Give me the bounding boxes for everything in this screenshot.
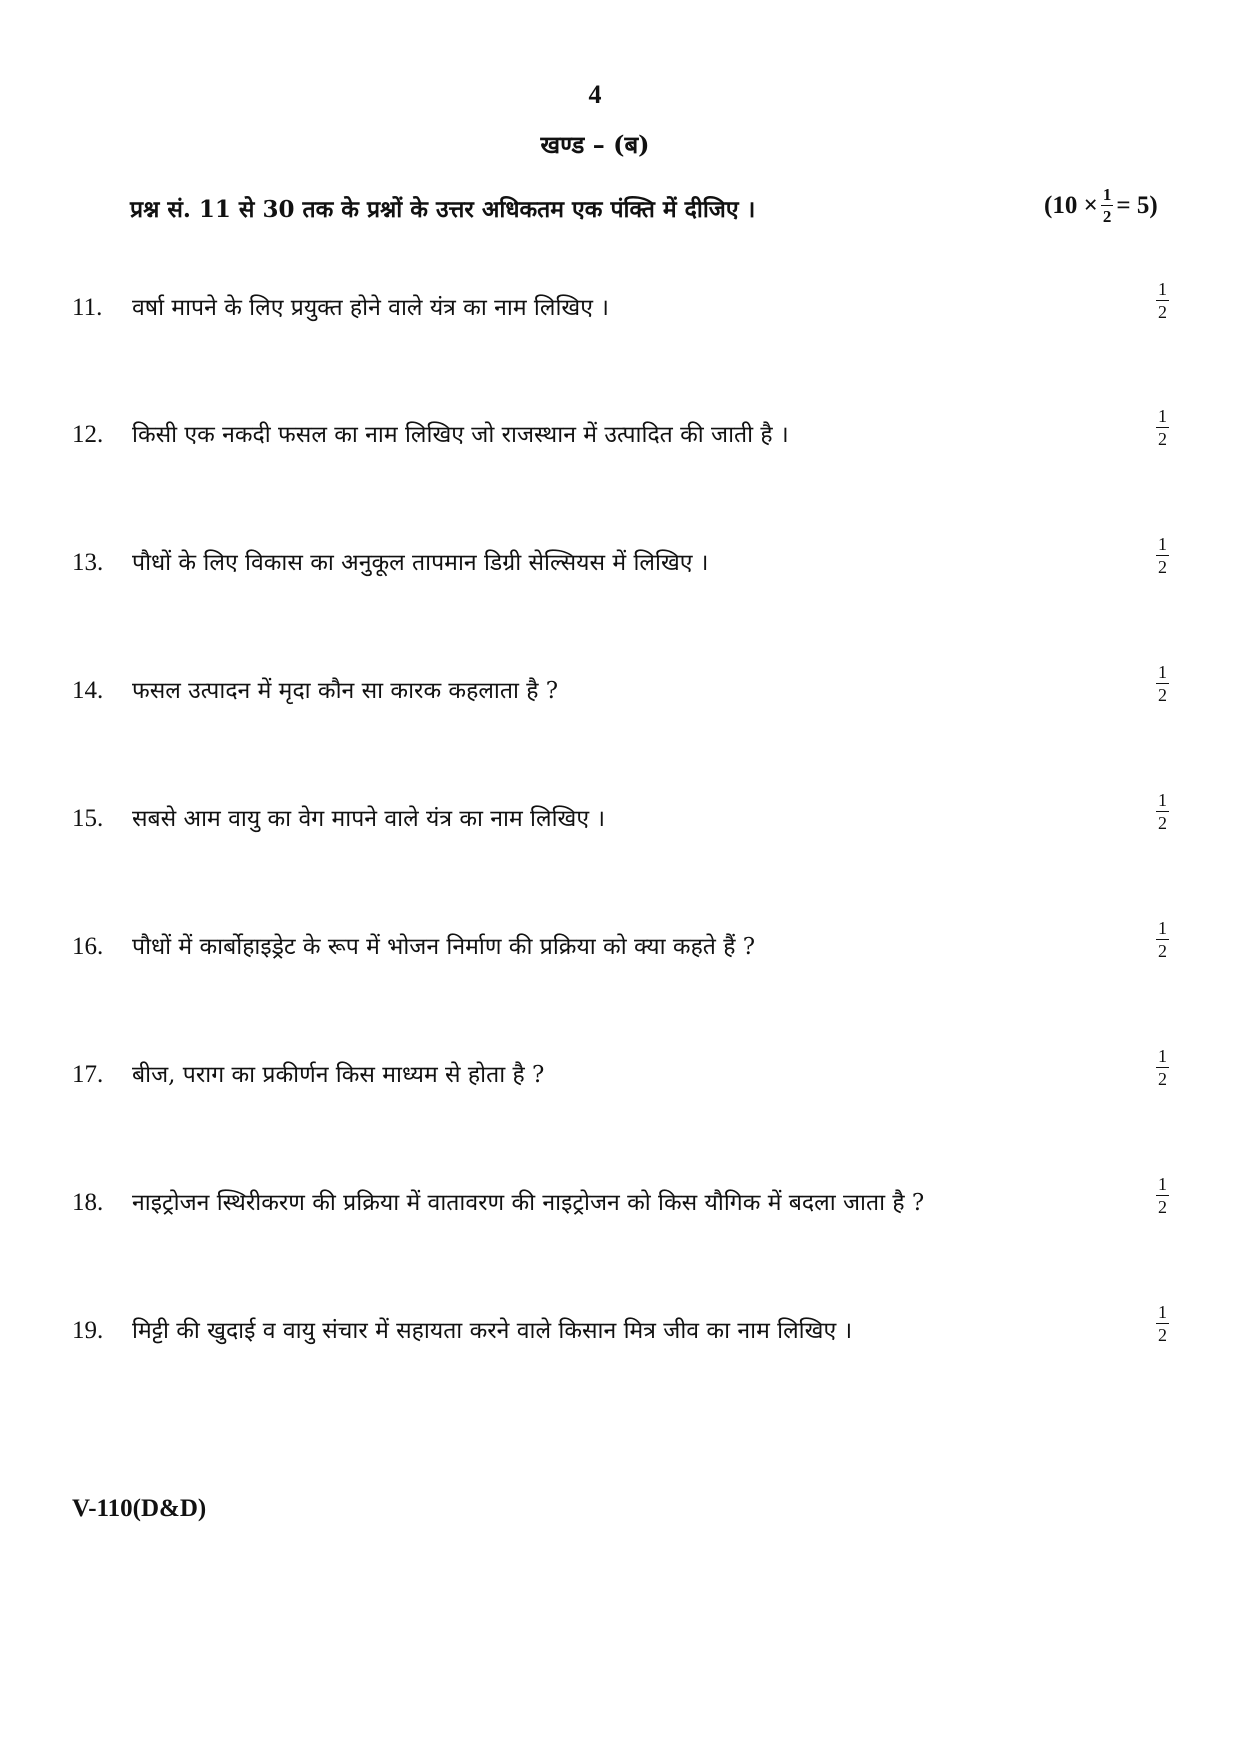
question-marks <box>1156 663 1182 704</box>
question-item <box>72 919 1182 979</box>
question-number: 19. <box>72 1317 104 1344</box>
marks-denominator: 2 <box>1158 813 1167 833</box>
question-marks <box>1156 1047 1182 1088</box>
question-item <box>72 1047 1182 1107</box>
marks-numerator: 1 <box>1158 662 1167 682</box>
question-text: पौधों में कार्बोहाइड्रेट के रूप में भोजन निर्माण की प्रक्रिया को क्या कहते हैं ? <box>132 934 756 960</box>
question-text: सबसे आम वायु का वेग मापने वाले यंत्र का नाम लिखिए । <box>132 806 606 832</box>
fraction-numerator: 1 <box>1102 185 1112 204</box>
marks-denominator: 2 <box>1158 1325 1167 1345</box>
question-item <box>72 1175 1182 1235</box>
marks-numerator: 1 <box>1158 279 1167 299</box>
question-text: बीज, पराग का प्रकीर्णन किस माध्यम से होता है ? <box>132 1062 545 1088</box>
question-marks <box>1156 535 1182 576</box>
question-number: 15. <box>72 805 104 832</box>
question-text: नाइट्रोजन स्थिरीकरण की प्रक्रिया में वातावरण की नाइट्रोजन को किस यौगिक में बदला जाता है ? <box>132 1190 925 1216</box>
question-number: 18. <box>72 1189 104 1216</box>
question-marks <box>1156 919 1182 960</box>
question-number: 11. <box>72 294 103 321</box>
question-item <box>72 535 1182 595</box>
question-number: 16. <box>72 933 104 960</box>
question-text: फसल उत्पादन में मृदा कौन सा कारक कहलाता है ? <box>132 678 559 704</box>
marks-denominator: 2 <box>1158 685 1167 705</box>
marks-numerator: 1 <box>1158 790 1167 810</box>
marks-numerator: 1 <box>1158 406 1167 426</box>
marks-denominator: 2 <box>1158 1069 1167 1089</box>
question-text: पौधों के लिए विकास का अनुकूल तापमान डिग्री सेल्सियस में लिखिए । <box>132 550 709 576</box>
question-marks <box>1156 1303 1182 1344</box>
question-marks <box>1156 1175 1182 1216</box>
marks-numerator: 1 <box>1158 1046 1167 1066</box>
question-number: 13. <box>72 549 104 576</box>
question-text: वर्षा मापने के लिए प्रयुक्त होने वाले यंत्र का नाम लिखिए । <box>132 295 609 321</box>
fraction-denominator: 2 <box>1102 207 1112 226</box>
question-number: 17. <box>72 1061 104 1088</box>
question-marks <box>1156 407 1182 448</box>
footer-code: V-110(D&D) <box>72 1495 207 1522</box>
question-number: 14. <box>72 677 104 704</box>
marks-denominator: 2 <box>1158 941 1167 961</box>
question-item <box>72 1303 1182 1363</box>
section-title: खण्ड – (ब) <box>540 130 650 159</box>
question-marks <box>1156 791 1182 832</box>
marks-denominator: 2 <box>1158 302 1167 322</box>
question-item <box>72 791 1182 851</box>
question-item <box>72 663 1182 723</box>
marks-denominator: 2 <box>1158 557 1167 577</box>
marks-numerator: 1 <box>1158 1174 1167 1194</box>
page-number: 4 <box>588 80 602 109</box>
question-text: मिट्टी की खुदाई व वायु संचार में सहायता करने वाले किसान मित्र जीव का नाम लिखिए । <box>132 1318 853 1344</box>
question-item <box>72 407 1182 467</box>
total-marks-close: = 5) <box>1116 191 1158 219</box>
question-number: 12. <box>72 421 104 448</box>
instructions: प्रश्न सं. 11 से 30 तक के प्रश्नों के उत्तर अधिकतम एक पंक्ति में दीजिए । <box>130 196 756 223</box>
marks-numerator: 1 <box>1158 534 1167 554</box>
total-marks-open: (10 × <box>1044 191 1098 219</box>
marks-numerator: 1 <box>1158 1302 1167 1322</box>
question-marks <box>1156 280 1182 321</box>
question-text: किसी एक नकदी फसल का नाम लिखिए जो राजस्थान में उत्पादित की जाती है । <box>132 422 789 448</box>
marks-numerator: 1 <box>1158 918 1167 938</box>
marks-denominator: 2 <box>1158 429 1167 449</box>
question-item <box>72 280 1182 340</box>
marks-denominator: 2 <box>1158 1197 1167 1217</box>
